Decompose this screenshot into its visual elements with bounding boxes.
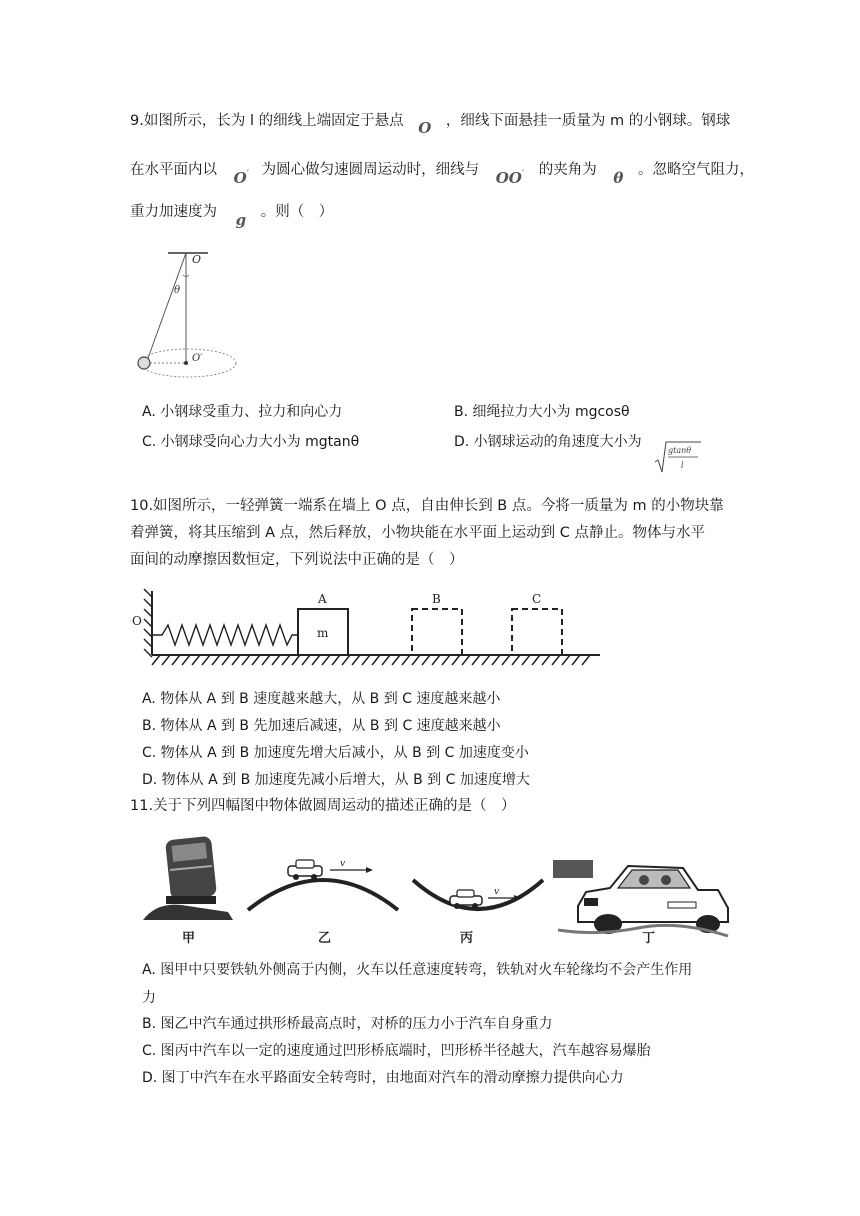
fig-label-yi: 乙	[318, 931, 332, 946]
fig-ding-car-turning	[553, 860, 728, 936]
fig-label-o-prime: O′	[192, 353, 203, 364]
q11-option-c: C. 图丙中汽车以一定的速度通过凹形桥底端时，凹形桥半径越大，汽车越容易爆胎	[142, 1043, 651, 1059]
q9-symbol-theta: θ	[613, 169, 624, 187]
sqrt-denominator: l	[681, 461, 684, 470]
q9-symbol-o: O	[418, 119, 432, 137]
sqrt-numerator: gtanθ	[668, 446, 692, 455]
q9-pendulum-figure	[130, 245, 250, 385]
q11-line1: 11.关于下列四幅图中物体做圆周运动的描述正确的是（ ）	[130, 798, 516, 814]
fig-label-c: C	[532, 592, 542, 606]
fig-label-o: O	[132, 614, 142, 628]
q9-symbol-g: g	[235, 211, 247, 229]
block-c	[512, 609, 562, 655]
q9-option-d: D. 小钢球运动的角速度大小为	[454, 434, 642, 450]
q9-symbol-o-prime: O′	[233, 169, 249, 187]
fig-label-ding: 丁	[642, 931, 656, 946]
fig-label-jia: 甲	[182, 931, 196, 946]
spring	[152, 625, 298, 645]
q9-symbol-oo-prime: OO′	[495, 169, 525, 187]
fig-bing-concave-bridge	[413, 880, 543, 909]
q9-line1: 9.如图所示，长为 l 的细线上端固定于悬点 O ，细线下面悬挂一质量为 m 的小钢球。钢球	[130, 113, 731, 137]
q10-option-c: C. 物体从 A 到 B 加速度先增大后减小，从 B 到 C 加速度变小	[142, 745, 529, 761]
q9-option-b: B. 细绳拉力大小为 mgcosθ	[454, 404, 630, 420]
q9-option-d-sqrt	[654, 440, 702, 474]
q11-figure-strip	[138, 830, 730, 950]
q11-option-b: B. 图乙中汽车通过拱形桥最高点时，对桥的压力小于汽车自身重力	[142, 1016, 553, 1032]
q10-line1: 10.如图所示，一轻弹簧一端系在墙上 O 点，自由伸长到 B 点。今将一质量为 m 的小物块靠	[130, 498, 724, 514]
fig-label-v1: v	[340, 859, 346, 869]
fig-label-b: B	[432, 592, 441, 606]
q9-line3: 重力加速度为 g 。则（ ）	[130, 204, 334, 229]
q10-option-a: A. 物体从 A 到 B 速度越来越大，从 B 到 C 速度越来越小	[142, 691, 501, 707]
q11-option-a-line2: 力	[142, 990, 156, 1006]
fig-label-bing: 丙	[460, 931, 474, 946]
fig-label-o: O	[192, 253, 202, 266]
q11-option-a-line1: A. 图甲中只要铁轨外侧高于内侧，火车以任意速度转弯，铁轨对火车轮缘均不会产生作用	[142, 962, 693, 978]
q9-option-c: C. 小钢球受向心力大小为 mgtanθ	[142, 434, 360, 450]
q10-option-b: B. 物体从 A 到 B 先加速后减速，从 B 到 C 速度越来越小	[142, 718, 501, 734]
q10-line2: 着弹簧，将其压缩到 A 点，然后释放，小物块能在水平面上运动到 C 点静止。物体与水平	[130, 525, 705, 541]
q11-option-d: D. 图丁中汽车在水平路面安全转弯时，由地面对汽车的滑动摩擦力提供向心力	[142, 1070, 624, 1086]
q10-option-d: D. 物体从 A 到 B 加速度先减小后增大，从 B 到 C 加速度增大	[142, 772, 530, 788]
fig-label-a: A	[318, 592, 327, 606]
fig-label-m: m	[317, 626, 329, 640]
q9-option-a: A. 小钢球受重力、拉力和向心力	[142, 404, 343, 420]
fig-label-v2: v	[494, 887, 500, 897]
q9-line2: 在水平面内以 O′ 为圆心做匀速圆周运动时，细线与 OO′ 的夹角为 θ 。忽略空气阻力，	[130, 162, 754, 187]
q10-line3: 面间的动摩擦因数恒定，下列说法中正确的是（ ）	[130, 552, 464, 568]
block-b	[412, 609, 462, 655]
fig-jia-train	[143, 836, 233, 920]
fig-yi-arch-bridge	[248, 859, 398, 910]
floor-hatching	[152, 655, 590, 665]
q10-spring-figure	[130, 585, 605, 675]
fig-label-theta: θ	[174, 285, 181, 296]
